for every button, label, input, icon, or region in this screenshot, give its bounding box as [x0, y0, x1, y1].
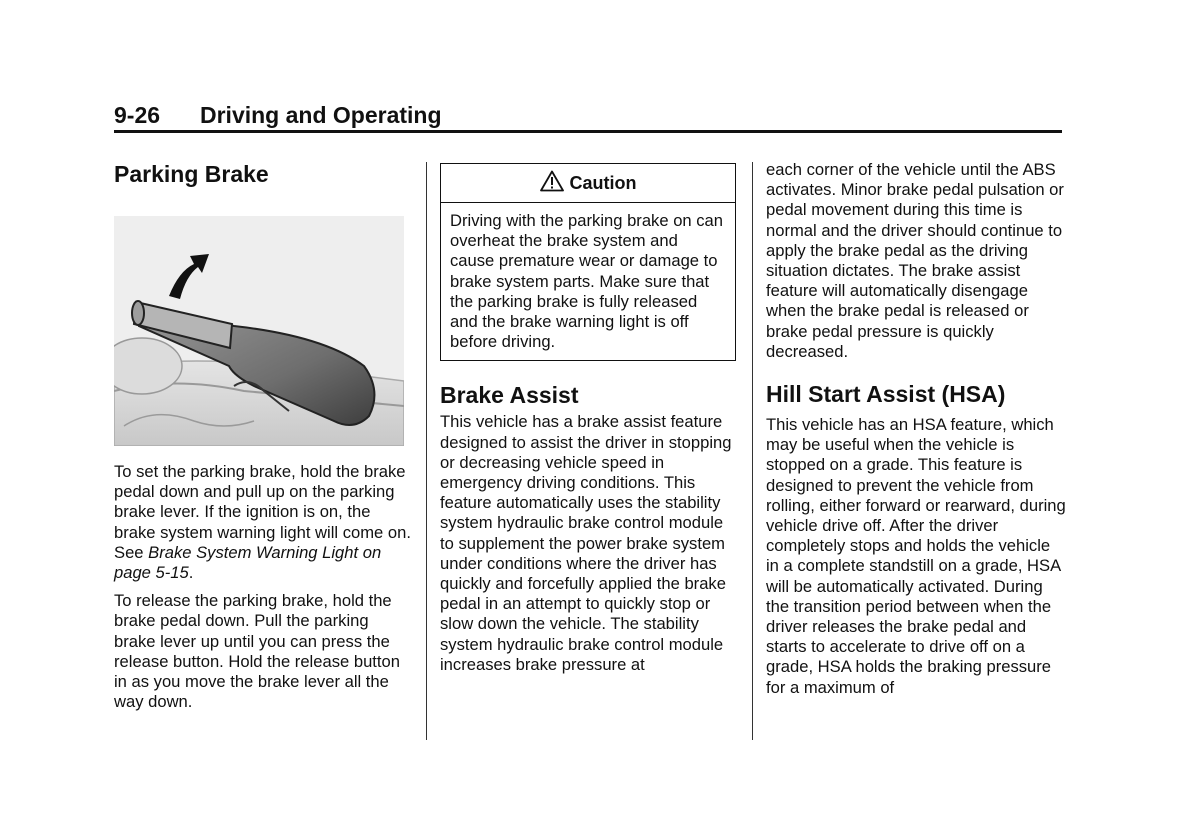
- paragraph-text: .: [188, 563, 194, 583]
- column-brake-assist: [440, 160, 740, 675]
- column-divider: [752, 162, 753, 740]
- paragraph: This vehicle has a brake assist feature designed to assist the driver in stopping or decreasing vehicle speed in emergency driving conditions. This feature automatically uses the stability system hydraulic brake control module to supplement the power brake system under conditions where the driver has quickly and forcefully applied the brake pedal in an attempt to quickly stop or slow down the vehicle. The stability system hydraulic brake control module increases brake pressure at: [440, 412, 732, 674]
- column-hsa: [766, 160, 1066, 698]
- paragraph-text: To set the parking brake, hold the brake pedal down and pull up on the parking brake lever. If the ignition is on, the brake system warning light will come on. See: [114, 462, 411, 562]
- caution-label: Caution: [569, 172, 637, 193]
- paragraph: This vehicle has an HSA feature, which may be useful when the vehicle is stopped on a grade. This feature is designed to prevent the vehicle from rolling, either forward or rearward, during vehicle drive off. After the driver completely stops and holds the vehicle in a complete standstill on a grade, HSA will be automatically activated. During the transition period between when the driver releases the brake pedal and starts to accelerate to drive off on a grade, HSA holds the braking pressure for a maximum of: [766, 415, 1066, 697]
- paragraph: each corner of the vehicle until the ABS activates. Minor brake pedal pulsation or pedal movement during this time is normal and the driver should continue to apply the brake pedal as the driving situation dictates. The brake assist feature will automatically disengage when the brake pedal is released or brake pedal pressure is quickly decreased.: [766, 160, 1064, 361]
- caution-box: [440, 163, 736, 361]
- section-title-parking-brake: Parking Brake: [114, 161, 269, 187]
- paragraph: [114, 462, 414, 583]
- page-number: 9-26: [114, 102, 161, 128]
- parking-brake-lever-illustration: [114, 216, 404, 446]
- column-divider: [426, 162, 427, 740]
- caution-header: [441, 164, 735, 203]
- chapter-title: Driving and Operating: [200, 102, 442, 128]
- paragraph: To release the parking brake, hold the brake pedal down. Pull the parking brake lever up until you can press the release button. Hold the release button in as you move the brake lever all the way down.: [114, 591, 400, 712]
- cross-reference-link[interactable]: Brake System Warning Light on page 5-15: [114, 542, 382, 583]
- page-header: [114, 100, 1062, 133]
- warning-triangle-icon: [540, 170, 564, 197]
- column-parking-brake: [114, 160, 414, 712]
- section-title-hill-start-assist: Hill Start Assist (HSA): [766, 381, 1006, 408]
- caution-text: Driving with the parking brake on can overheat the brake system and cause premature wear or damage to brake system parts. Make sure that the parking brake is fully released and the brake warning light is off before driving.: [450, 211, 724, 352]
- section-title-brake-assist: Brake Assist: [440, 382, 579, 409]
